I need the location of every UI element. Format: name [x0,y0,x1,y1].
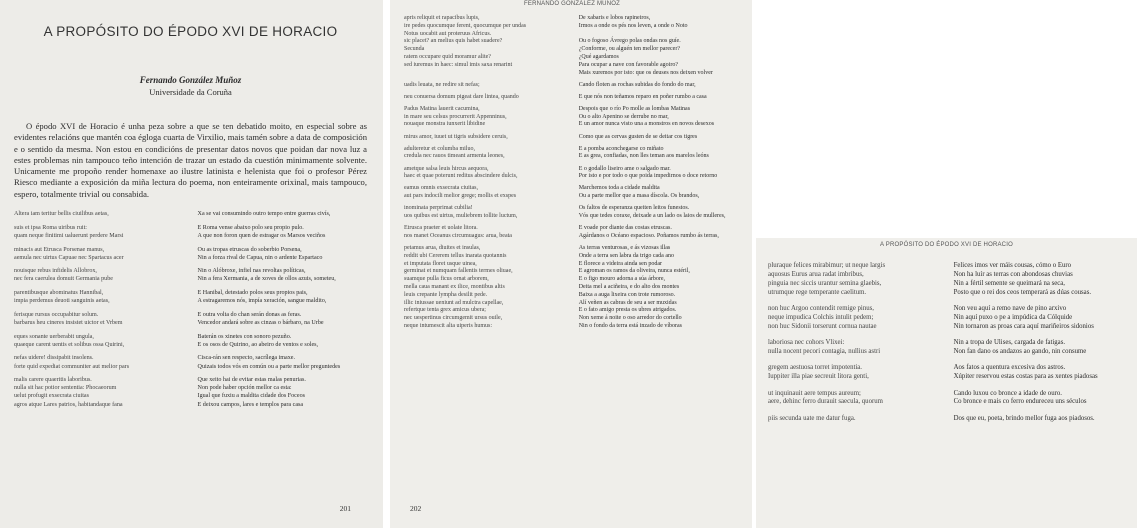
running-head: FERNANDO GONZÁLEZ MUÑOZ [524,1,620,7]
latin-text: apris reliquit et rapacibus lupis, ire pedes quocumque ferent, quocumque per undas Notus uocabit aut proteruus Africus. sic placet? an melius quis habet suadere? Secunda ratem occupare quid moramur alite? sed iuremus in haec: simul imis saxa renarint [404,15,527,68]
latin-text: Padus Matina lauerit cacumina, in mare seu celsus procurrerit Appenninus, nouaque monstra iunxerit libidine [404,105,507,128]
latin-text: mirus amor, iuuet ut tigris subsidere ceruis, [404,133,508,140]
latin-text: Etrusca praeter et uolate litora. nos manet Oceanus circumuagus: arua, beata [404,225,512,239]
latin-text: gregem aestuosa torret impotentia. Iuppiter illa piae secreuit litora genti, [768,364,869,381]
author-affiliation: Universidade da Coruña [149,87,232,97]
latin-text: eques sonante uerberabit ungula, quaeque carent uentis et solibus ossa Quirini, [14,333,125,348]
galician-translation: Felices imos ver máis cousas, cómo o Euro Non ha luír as terras con abondosas chuvias Nin a fértil semente se queimará na seca, Posto que o rei dos ceos temperará as dúas cousas. [953,262,1092,296]
stanza-row [14,354,367,370]
stanza-row [404,134,740,142]
latin-text: neu conuersa domum pigeat dare lintea, quando [404,93,519,100]
latin-text: ferisque rursus occupabitur solum. barbarus heu cineres insistet uictor et Vrbem [14,311,123,326]
stanza-row [14,267,367,283]
stanza-row [14,246,367,262]
latin-text: piis secunda uate me datur fuga. [768,414,856,422]
latin-text: parentibusque abominatus Hannibal, impia perdemus deuoti sanguinis aetas, [14,290,110,305]
author-name: Fernando González Muñoz [139,75,242,85]
stanza-row [768,364,1125,382]
galician-translation: E que nós non teñamos reparo en poñer rumbo a casa [578,93,707,100]
latin-text: non huc Argoo contendit remige pinus, neque impudica Colchis intulit pedem; non huc Sidonii torserunt cornua nautae [768,305,877,330]
stanza-row [768,415,1125,424]
latin-text: inominata perprimat cubilia! uos quibus est uirtus, muliebrem tollite luctum, [404,205,518,220]
stanza-row [14,333,367,349]
galician-translation: E outra volta do chan serán donas as feras. Vencedor andará sobre as cinzas o bárbaro, na Urbe [197,311,324,326]
running-head: A PROPÓSITO DO ÉPODO XVI DE HORACIO [880,242,1013,248]
latin-text: malis carere quaeritis laboribus. nulla sit hac potior sententia: Phocaeorum uelut profugit exsecrata ciuitas agros atque Lares patrios, habitandaque fana [14,377,123,408]
page-203 [756,238,1137,528]
galician-translation: De xabaris e lobos rapineiros, Irmos a onde os pés nos leven, a onde o Noto Ou o fogoso Ávrego polas ondas nos guíe. ¿Conforme, ou alguén ten mellor parecer? ¿Qué agardamos Para ocupar a nave con favorable agoiro? Mais xuremos por isto: que os deuses nos deixen volver [578,15,713,76]
stanza-row [768,339,1125,357]
stanza-row [768,262,1125,298]
page-number: 202 [410,504,422,513]
stanza-row [14,376,367,408]
galician-translation: Nin o Alóbroxe, infiel nas revoltas políticas, Nin a fera Xermania, a de xoves de ollos azuis, someteu, [197,268,336,283]
galician-translation: Que xeito hai de evitar estas malas penurias. Non pode haber opción mellor ca esta: Igual que fuxiu a maldita cidade dos Foceos E deixou campos, lares e templos para casa [197,377,306,408]
galician-translation: Non veu aquí a remo nave de pino arxivo Nin aquí puxo o pe a impúdica da Cólquide Nin tornaron as proas cara aquí mariñeiros sidonios [953,305,1094,330]
galician-translation: Ou as tropas etruscas do soberbio Porsena, Nin a forza rival de Capua, nin o ardente Espartaco [197,246,323,261]
galician-translation: Baterán os xinetes con sonoro pezuño. E os osos de Quirino, ao abeiro de ventos e soles, [197,333,319,348]
galician-translation: E Hanibal, detestado polos seus propios pais, A estragaremos nós, impía xeración, sangue maldito, [197,290,327,305]
galician-translation: E Roma vense abaixo polo seu propio pulo. A que non foron quen de estragar os Marsos veciños [197,224,326,239]
intro-paragraph: O épodo XVI de Horacio é unha peza sobre a que se ten debatido moito, en especial sobre as evidentes relacións que mantén coa égloga cuarta de Virxilio, mais tamén sobre a data de composición e o sentido da mesma. Non estou en condicións de presentar datos novos que poidan dar nova luz a estes problemas nin tampouco teño intención de trazar un estado da cuestión minimamente solvente. Unicamente me propoño render homenaxe ao ilustre latinista e helenista que foi o profesor Pérez Riesco mediante a exposición da miña lectura do poema, non enteiramente orixinal, mais tampouco, espero, totalmente trivial ou consabida. [14,121,367,199]
latin-text: suis et ipsa Roma uiribus ruit: quam neque finitimi ualuerunt perdere Marsi [14,224,124,239]
galician-translation: Dos que eu, poeta, brindo mellor fuga aos piadosos. [953,414,1095,422]
stanza-row [768,390,1125,408]
article-title: A PROPÓSITO DO ÉPODO XVI DE HORACIO [43,24,338,39]
stanza-row [404,245,740,331]
galician-translation: Cando floten as rochas subidas do fondo do mar, [578,81,696,88]
poem-columns [14,210,367,409]
latin-text: adulteretur et columba miluo, credula nec rauos timeant armenta leones, [404,145,505,160]
stanza-row [404,146,740,162]
galician-translation: Marchemos toda a cidade maldita Ou a parte mellor que a masa díscola. Os brandos, [578,185,700,200]
galician-translation: E voade por diante das costas etruscas. Agárdanos o Océano espacioso. Poñamos rumbo ás terras, [578,225,719,239]
latin-text: eamus omnis exsecrata ciuitas, aut pars indocili melior grege; mollis et exspes [404,185,517,200]
stanza-row [14,224,367,240]
galician-translation: Aos fatos a quentura excesiva dos astros. Xúpiter reservou estas costas para as xentes piadosas [953,364,1098,381]
latin-text: petamus arua, diuites et insulas, reddit ubi Cererem tellus inarata quotannis et imputata floret usque uinea, germinat et numquam fallentis termes oliuae, suamque pulla ficus ornat arborem, mella caua manant ex ilice, montibus altis leuis crepante lympha desilit pede. illic iniussae ueniunt ad mulctra capellae, refertque tenta grex amicus ubera; nec uespertinus circumgemit ursus ouile, neque intumescit alta uiperis humus: [404,245,513,330]
galician-translation: As terras venturosas, e ás vizosas illas Onde a terra sen labra da trigo cada ano E florece a videira ainda sen podar E agroman os ramos da oliveira, nunca estéril, E o figo mouro adorna a súa árbore, Deita mel a aciñeira, e do alto dos montes Baixa a auga lixeira con trote rumoroso. Alí veñen as cabras de seu a ser muxidas E o fato amigo presta os ubres atrigados. Non xeme á noite o oso arredor do cortello Nin o fondo da terra está inzado de víboras [578,245,690,330]
galician-translation: Despois que o río Po molle as lombas Matinas Ou o alto Apenino se derrube no mar, E un amor nunca visto una a monstros en novos desexos [578,105,715,128]
stanza-row [404,225,740,241]
galician-translation: Como que as cervas gusten de se deitar cos tigres [578,133,698,140]
stanza-row [14,289,367,305]
latin-text: laboriosa nec cohors Vlixei: nulla nocent pecori contagia, nullius astri [768,339,881,356]
latin-text: ametque salsa leuis hircus aequora, haec et quae poterunt reditus abscindere dulcis, [404,165,518,180]
galician-translation: Nin a tropa de Ulises, cargada de fatigas. Non fan dano os andazos ao gando, nin consume [953,339,1087,356]
stanza-row [404,166,740,182]
galician-translation: Xa se vai consumindo outro tempo entre guerras civís, [197,211,331,218]
latin-text: minacis aut Etrusca Porsenae manus, aemula nec uirtus Capuae nec Spartacus acer [14,246,124,261]
galician-translation: Os faltos de esperanza queiten leitos funestos. Vós que tedes coraxe, deixade a un lado os laios de mulleres, [578,205,726,220]
poem-columns [768,262,1125,424]
stanza-row [404,82,740,90]
galician-translation: Cisca-rán sen respecto, sacrílega imaxe. Quizais todos vós en común ou a parte mellor preguntedes [197,355,341,370]
stanza-row [14,210,367,218]
stanza-row [14,311,367,327]
latin-text: Altera iam teritur bellis ciuilibus aetas, [14,211,109,218]
stanza-row [404,94,740,102]
galician-translation: Cando luxou co bronce a idade de ouro. Co bronce e mais co ferro endureceu uns séculos [953,389,1087,406]
page-201 [0,0,383,528]
latin-text: uadis leuata, ne redire sit nefas; [404,81,480,88]
stanza-row [404,205,740,221]
galician-translation: E o godallo liseiro ame o salgado mar. Por isto e por todo o que poida impedirnos o doce retorno [578,165,718,180]
page-number: 201 [339,504,351,513]
stanza-row [404,106,740,129]
latin-text: pluraque felices mirabimur; ut neque largis aquosus Eurus arua radat imbribus, pinguia nec siccis urantur semina glaebis, utrumque rege temperante caelitum. [768,262,886,296]
stanza-row [404,15,740,77]
latin-text: nouisque rebus infidelis Allobrox, nec fera caerulea domuit Germania pube [14,268,113,283]
galician-translation: E a pomba aconchegarse co miñato E as grea, confiadas, non lles teman aos marelos leóns [578,145,709,160]
latin-text: nefas uidere! dissipabit insolens. forte quid expediat communiter aut melior pars [14,355,130,370]
page-202 [390,0,752,528]
stanza-row [404,185,740,201]
stanza-row [768,305,1125,332]
latin-text: ut inquinauit aere tempus aureum; aere, dehinc ferro durauit saecula, quorum [768,389,883,406]
poem-columns [404,15,740,331]
